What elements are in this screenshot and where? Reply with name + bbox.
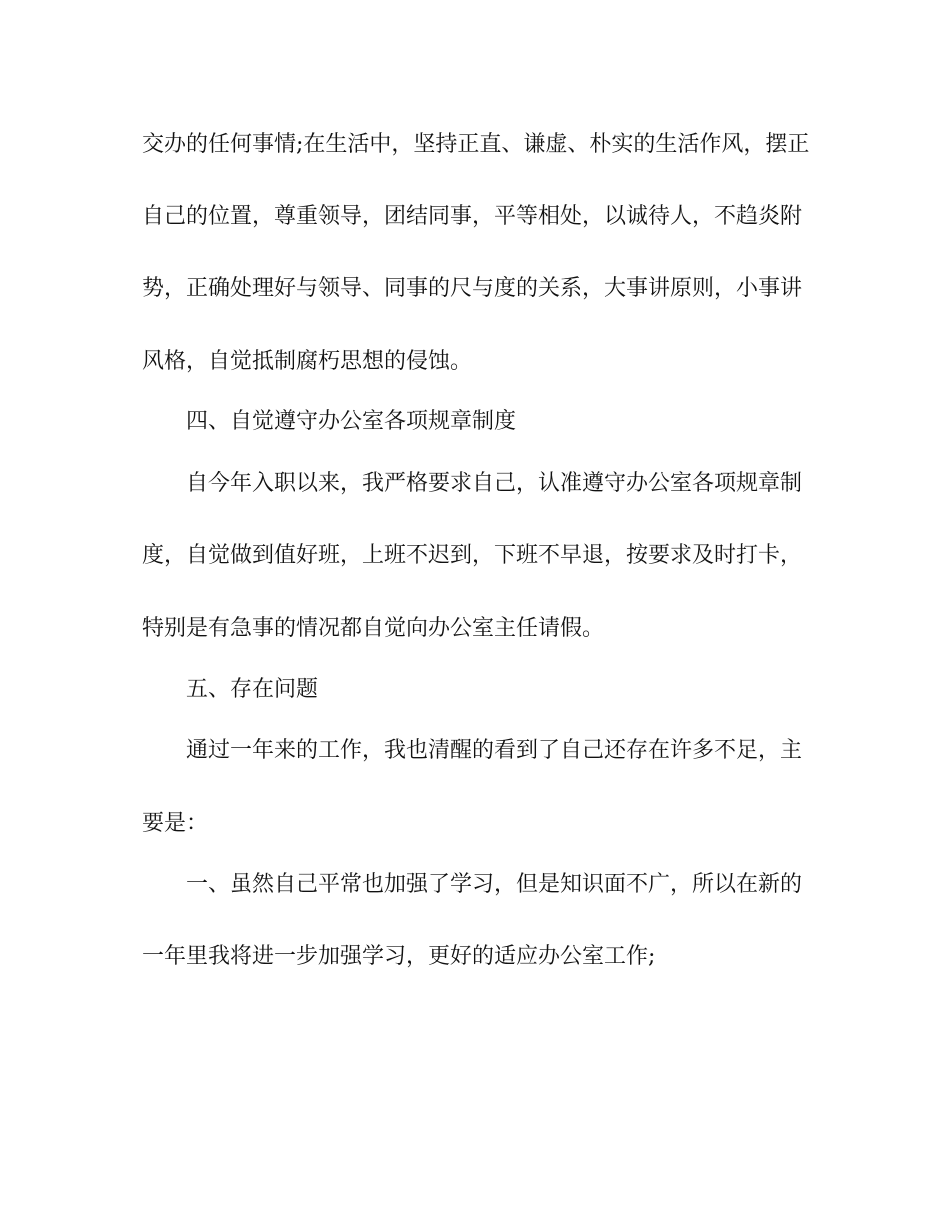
paragraph-line: 交办的任何事情;在生活中，坚持正直、谦虚、朴实的生活作风，摆正 (142, 132, 810, 157)
paragraph-line: 特别是有急事的情况都自觉向办公室主任请假。 (142, 616, 605, 641)
paragraph-line: 势，正确处理好与领导、同事的尺与度的关系，大事讲原则，小事讲 (142, 276, 803, 301)
paragraph-line: 自今年入职以来，我严格要求自己，认准遵守办公室各项规章制 (186, 471, 803, 496)
paragraph-line: 要是： (142, 811, 209, 836)
paragraph-line: 通过一年来的工作，我也清醒的看到了自己还存在许多不足，主 (186, 738, 803, 763)
section-heading: 五、存在问题 (186, 677, 319, 702)
section-heading: 四、自觉遵守办公室各项规章制度 (186, 409, 517, 434)
paragraph-line: 一、虽然自己平常也加强了学习，但是知识面不广，所以在新的 (186, 872, 803, 897)
paragraph-line: 一年里我将进一步加强学习，更好的适应办公室工作; (142, 944, 656, 969)
paragraph-line: 度，自觉做到值好班，上班不迟到，下班不早退，按要求及时打卡， (142, 543, 803, 568)
paragraph-line: 风格，自觉抵制腐朽思想的侵蚀。 (142, 349, 473, 374)
paragraph-line: 自己的位置，尊重领导，团结同事，平等相处，以诚待人，不趋炎附 (142, 204, 803, 229)
